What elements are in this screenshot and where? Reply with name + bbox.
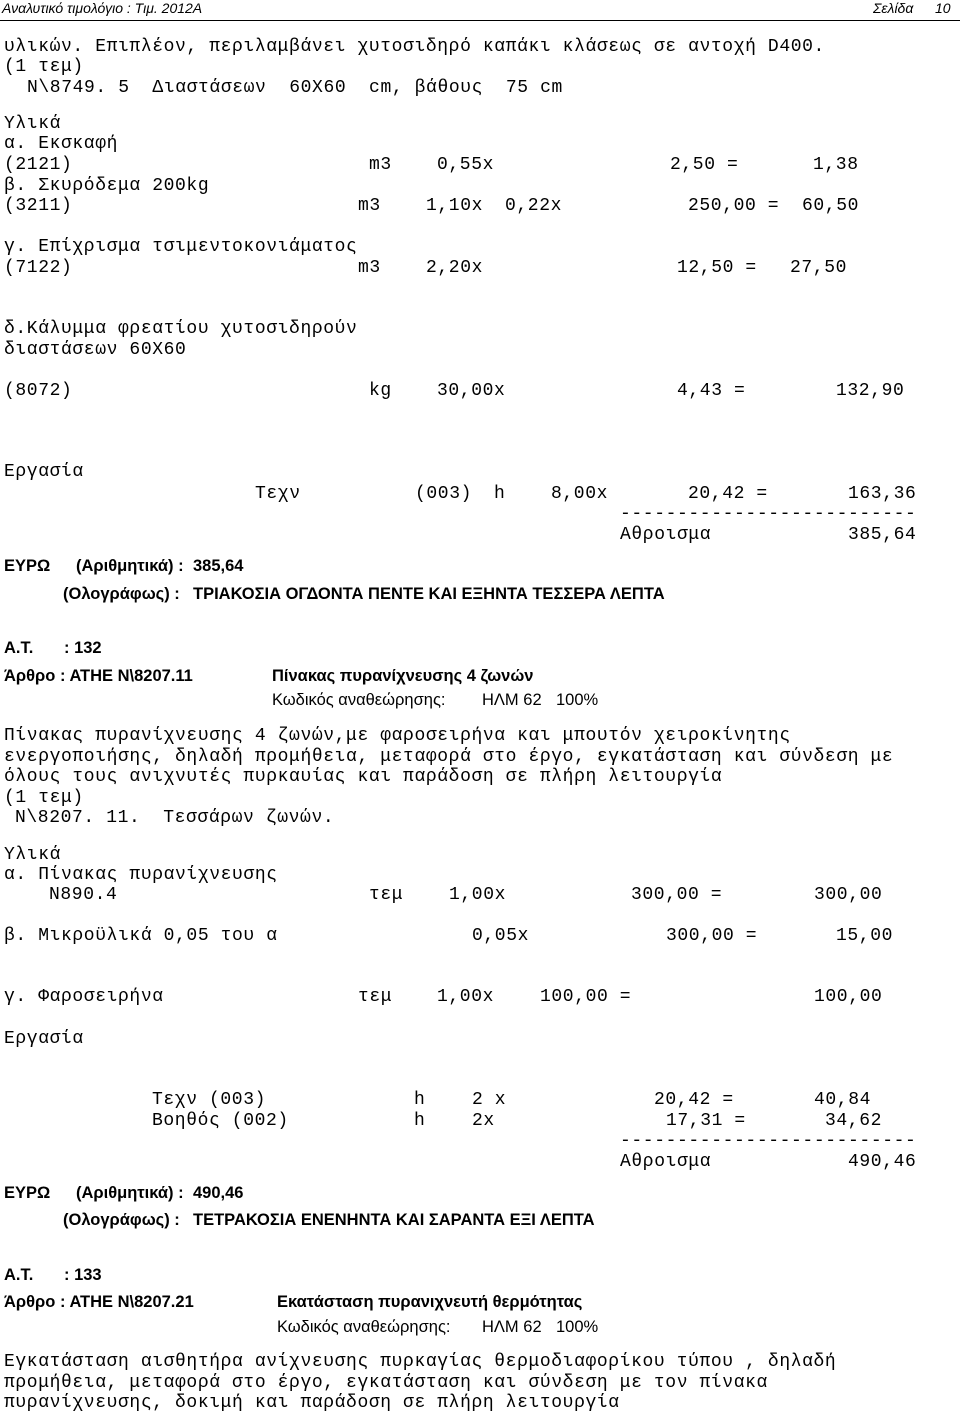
material-total: 60,50 [802, 196, 860, 216]
material-price: 12,50 = [677, 258, 757, 278]
material-code: (7122) [4, 258, 73, 278]
material-label: β. Μικροϋλικά 0,05 του α [4, 926, 278, 946]
header-rule [0, 20, 960, 21]
material-qty: 0,55x [437, 155, 495, 175]
currency-label: ΕΥΡΩ [4, 1184, 51, 1202]
revision-code: ΗΛΜ 62 [482, 1318, 542, 1336]
price-numeric-label: (Αριθμητικά) : [76, 1184, 184, 1202]
price-numeric: 385,64 [193, 557, 244, 575]
article-label: Άρθρο [4, 667, 56, 685]
material-unit: m3 [369, 155, 392, 175]
material-price: 100,00 = [540, 987, 632, 1007]
labour-total: 40,84 [814, 1090, 872, 1110]
price-words: ΤΡΙΑΚΟΣΙΑ ΟΓΔΟΝΤΑ ΠΕΝΤΕ ΚΑΙ ΕΞΗΝΤΑ ΤΕΣΣΕΡΑ ΛΕΠΤΑ [193, 585, 665, 603]
article-label: Άρθρο [4, 1293, 56, 1311]
labour-unit: h [414, 1111, 426, 1131]
price-numeric: 490,46 [193, 1184, 244, 1202]
page-label: Σελίδα [873, 0, 914, 16]
labour-qty: 2x [472, 1111, 495, 1131]
page-number: 10 [935, 0, 951, 16]
material-total: 300,00 [814, 885, 883, 905]
material-qty: 1,00x [449, 885, 507, 905]
revision-percent: 100% [556, 691, 599, 709]
material-label: δ.Κάλυμμα φρεατίου χυτοσιδηρούν [4, 319, 358, 339]
labour-unit: h [414, 1090, 426, 1110]
variant-line: Ν\8749. 5 Διαστάσεων 60Χ60 cm, βάθους 75 cm [27, 78, 563, 98]
material-unit: m3 [358, 196, 381, 216]
sum-separator: -------------------------- [620, 504, 917, 524]
material-qty: 0,05x [472, 926, 530, 946]
sum-label: Αθροισμα [620, 525, 712, 545]
material-qty: 1,10x [426, 196, 484, 216]
sum-value: 385,64 [848, 525, 917, 545]
material-unit: τεμ [358, 987, 393, 1007]
material-price: 4,43 = [677, 381, 746, 401]
labour-total: 163,36 [848, 484, 917, 504]
at-value: : 132 [64, 639, 102, 657]
unit-line: (1 τεμ) [4, 57, 84, 77]
materials-heading: Υλικά [4, 114, 62, 134]
labour-code: (003) [415, 484, 473, 504]
labour-role: Τεχν [255, 484, 301, 504]
labour-rate: 17,31 = [666, 1111, 746, 1131]
material-label: α. Εκσκαφή [4, 134, 119, 154]
material-unit: m3 [358, 258, 381, 278]
material-qty-2: 0,22x [505, 196, 563, 216]
material-unit: kg [369, 381, 392, 401]
labour-heading: Εργασία [4, 1029, 84, 1049]
material-label: α. Πίνακας πυρανίχνευσης [4, 865, 278, 885]
material-total: 27,50 [790, 258, 848, 278]
material-code: (3211) [4, 196, 73, 216]
material-qty: 30,00x [437, 381, 506, 401]
article-code: : ΑΤΗΕ Ν\8207.11 [60, 667, 193, 685]
material-price: 300,00 = [666, 926, 758, 946]
price-words-label: (Ολογράφως) : [63, 585, 180, 603]
price-numeric-label: (Αριθμητικά) : [76, 557, 184, 575]
sum-separator: -------------------------- [620, 1131, 917, 1151]
revision-label: Κωδικός αναθεώρησης: [277, 1318, 451, 1336]
material-price: 300,00 = [631, 885, 723, 905]
material-total: 15,00 [836, 926, 894, 946]
unit-line: (1 τεμ) [4, 788, 84, 808]
material-label: γ. Φαροσειρήνα [4, 987, 164, 1007]
material-unit: τεμ [369, 885, 404, 905]
material-code: (8072) [4, 381, 73, 401]
description-line: πυρανίχνευσης, δοκιμή και παράδοση σε πλήρη λειτουργία [4, 1393, 620, 1413]
at-value: : 133 [64, 1266, 102, 1284]
sum-value: 490,46 [848, 1152, 917, 1172]
labour-role: Βοηθός (002) [152, 1111, 289, 1131]
description-line: προμήθεια, μεταφορά στο έργο, εγκατάσταση και σύνδεση με τον πίνακα [4, 1373, 768, 1393]
labour-role: Τεχν (003) [152, 1090, 267, 1110]
material-code: (2121) [4, 155, 73, 175]
material-price: 2,50 = [670, 155, 739, 175]
description-line: Πίνακας πυρανίχνευσης 4 ζωνών,με φαροσειρήνα και μπουτόν χειροκίνητης [4, 726, 791, 746]
revision-percent: 100% [556, 1318, 599, 1336]
description-line: Εγκατάσταση αισθητήρα ανίχνευσης πυρκαγίας θερμοδιαφορίκου τύπου , δηλαδή [4, 1352, 837, 1372]
material-qty: 1,00x [437, 987, 495, 1007]
material-qty: 2,20x [426, 258, 484, 278]
article-code: : ΑΤΗΕ Ν\8207.21 [60, 1293, 194, 1311]
labour-total: 34,62 [825, 1111, 883, 1131]
currency-label: ΕΥΡΩ [4, 557, 51, 575]
price-words-label: (Ολογράφως) : [63, 1211, 180, 1229]
labour-rate: 20,42 = [654, 1090, 734, 1110]
revision-code: ΗΛΜ 62 [482, 691, 542, 709]
material-label-line-2: διαστάσεων 60Χ60 [4, 340, 187, 360]
material-total: 1,38 [813, 155, 859, 175]
variant-line: Ν\8207. 11. Τεσσάρων ζωνών. [15, 808, 335, 828]
description-line: όλους τους ανιχνυτές πυρκαυίας και παράδοση σε πλήρη λειτουργία [4, 767, 723, 787]
sum-label: Αθροισμα [620, 1152, 712, 1172]
article-title: Πίνακας πυρανίχνευσης 4 ζωνών [272, 667, 534, 685]
header-title: Αναλυτικό τιμολόγιο : Τιμ. 2012Α [2, 0, 203, 16]
material-total: 100,00 [814, 987, 883, 1007]
labour-unit: h [494, 484, 506, 504]
description-line: ενεργοποιήσης, δηλαδή προμήθεια, μεταφορά στο έργο, εγκατάσταση και σύνδεση με [4, 747, 894, 767]
labour-rate: 20,42 = [688, 484, 768, 504]
price-words: ΤΕΤΡΑΚΟΣΙΑ ΕΝΕΝΗΝΤΑ ΚΑΙ ΣΑΡΑΝΤΑ ΕΞΙ ΛΕΠΤΑ [193, 1211, 595, 1229]
material-code: Ν890.4 [49, 885, 118, 905]
at-label: Α.Τ. [4, 639, 34, 657]
labour-qty: 2 x [472, 1090, 507, 1110]
labour-heading: Εργασία [4, 462, 84, 482]
material-label: γ. Επίχρισμα τσιμεντοκονιάματος [4, 237, 358, 257]
material-price: 250,00 = [688, 196, 780, 216]
article-title: Εκατάσταση πυρανιχνευτή θερμότητας [277, 1293, 583, 1311]
description-line: υλικών. Επιπλέον, περιλαμβάνει χυτοσιδηρό καπάκι κλάσεως σε αντοχή D400. [4, 37, 825, 57]
revision-label: Κωδικός αναθεώρησης: [272, 691, 446, 709]
at-label: Α.Τ. [4, 1266, 34, 1284]
materials-heading: Υλικά [4, 845, 62, 865]
material-label: β. Σκυρόδεμα 200kg [4, 176, 210, 196]
material-total: 132,90 [836, 381, 905, 401]
labour-qty: 8,00x [551, 484, 609, 504]
